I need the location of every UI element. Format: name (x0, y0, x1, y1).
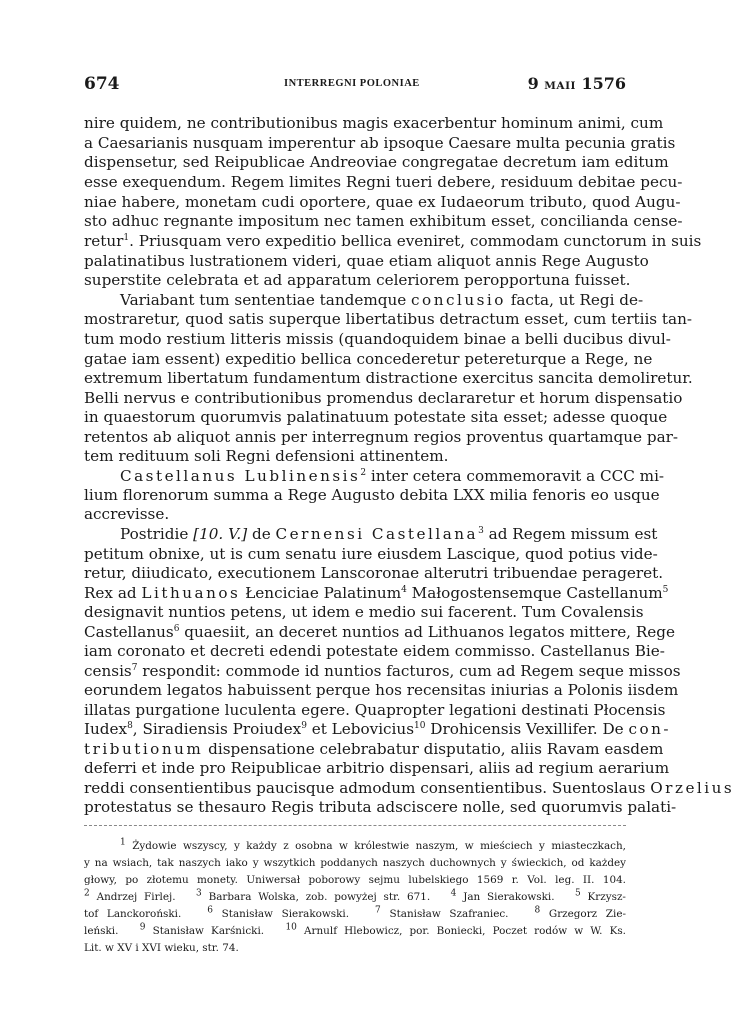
text-line: Rex ad Lithuanos Łenciciae Palatinum$^4$ Małogostensemque Castellanum$^5$ (84, 584, 669, 602)
footnote-line: y na wsiach, tak naszych iako y wszytkich poddanych naszych duchownych y świeckich, od każdey (84, 857, 626, 869)
text-line: extremum libertatum fundamentum distractione exercitus sancita demoliretur. (84, 369, 693, 387)
text-line: gatae iam essent) expeditio bellica concederetur petereturque a Rege, ne (84, 350, 653, 368)
text-line: Postridie [10. V.] de Cernensi Castellana$^3$ ad Regem missum est (120, 525, 658, 543)
footnote-ref: 5 (662, 584, 669, 595)
text-line: designavit nuntios petens, ut idem e medio sui facerent. Tum Covalensis (84, 603, 644, 621)
text-line: esse exequendum. Regem limites Regni tueri debere, residuum debitae pecu- (84, 173, 683, 191)
text-line: superstite celebrata et ad apparatum celeriorem peropportuna fuisset. (84, 271, 631, 289)
text-line: accrevisse. (84, 505, 170, 523)
text-line: tum modo restium litteris missis (quandoquidem binae a belli ducibus divul- (84, 330, 671, 348)
text-line: palatinatibus lustrationem videri, quae etiam aliquot annis Rege Augusto (84, 252, 649, 270)
text-line: retur$^1$. Priusquam vero expeditio bellica eveniret, commodam cunctorum in suis (84, 232, 702, 250)
text-line: iam coronato et decreti edendi potestate eidem commisso. Castellanus Bie- (84, 642, 665, 660)
footnote-ref: 8 (127, 720, 133, 731)
text-line: protestatus se thesauro Regis tributa adsciscere nolle, sed quorumvis palati- (84, 798, 677, 816)
date-year: 1576 (581, 74, 626, 93)
text-line: mostraretur, quod satis superque libertatibus detractum esset, cum tertiis tan- (84, 310, 693, 328)
text-line: retur, diiudicato, executionem Lanscoronae alterutri tribuendae perageret. (84, 564, 664, 582)
text-line: Iudex$^8$, Siradiensis Proiudex$^9$ et Lebovicius$^{10}$ Drohicensis Vexillifer. De con- (84, 720, 672, 738)
text-line: Castellanus$^6$ quaesiit, an deceret nuntios ad Lithuanos legatos mittere, Rege (84, 623, 675, 641)
text-line: Belli nervus e contributionibus promendus declararetur et horum dispensatio (84, 389, 683, 407)
text-line: tem redituum soli Regni defensioni attinentem. (84, 447, 449, 465)
text-line: deferri et inde pro Reipublicae arbitrio dispensari, aliis ad regium aerarium (84, 759, 670, 777)
text-line: reddi consentientibus paucisque admodum consentientibus. Suentoslaus Orzelius (84, 779, 734, 797)
date-month: MAII (544, 80, 576, 92)
text-line: tributionum dispensatione celebrabatur disputatio, aliis Ravam easdem (84, 740, 664, 758)
text-line: eorundem legatos habuissent perque hos recensitas iniurias a Polonis iisdem (84, 681, 679, 699)
footnote-ref: 1 (123, 232, 130, 243)
footnote-line: głowy, po złotemu monety. Uniwersał poborowy sejmu lubelskiego 1569 r. Vol. leg. II. 104. (84, 874, 626, 886)
text-line: illatas purgatione luculenta egere. Quapropter legationi destinati Płocensis (84, 701, 666, 719)
footnote-ref: 3 (478, 525, 484, 536)
footnote-ref: 4 (401, 584, 407, 595)
text-line: Variabant tum sententiae tandemque conclusio facta, ut Regi de- (120, 291, 644, 309)
text-line: niae habere, monetam cudi oportere, quae ex Iudaeorum tributo, quod Augu- (84, 193, 681, 211)
text-line: lium florenorum summa a Rege Augusto debita LXX milia fenoris eo usque (84, 486, 660, 504)
footnote-line: $^1$ Żydowie wszyscy, y każdy z osobna w królestwie naszym, w mieściech y miasteczkach, (120, 837, 626, 852)
text-line: a Caesarianis nusquam imperentur ab ipsoque Caesare multa pecunia gratis (84, 134, 676, 152)
footnote-ref: 2 (360, 467, 367, 478)
footnote-line: Lit. w XV i XVI wieku, str. 74. (84, 942, 239, 954)
page-header (84, 74, 626, 98)
text-line: in quaestorum quorumvis palatinatuum potestate sita esset; adesse quoque (84, 408, 668, 426)
text-line: nire quidem, ne contributionibus magis exacerbentur hominum animi, cum (84, 114, 664, 132)
footnote-line: tof Lanckoroński. $^6$ Stanisław Sierakowski. $^7$ Stanisław Szafraniec. $^8$ Grzegorz Zie- (84, 905, 626, 920)
text-line: retentos ab aliquot annis per interregnum regios proventus quartamque par- (84, 428, 679, 446)
footnote-ref: 9 (301, 720, 307, 731)
text-line: sto adhuc regnante impositum nec tamen exhibitum esset, concilianda cense- (84, 212, 683, 230)
text-line: dispensetur, sed Reipublicae Andreoviae congregatae decretum iam editum (84, 153, 669, 171)
text-line: censis$^7$ respondit: commode id nuntios facturos, cum ad Regem seque missos (84, 662, 681, 680)
text-line: petitum obnixe, ut is cum senatu iure eiusdem Lascique, quod potius vide- (84, 545, 658, 563)
text-line: Castellanus Lublinensis$^2$ inter cetera commemoravit a CCC mi- (120, 467, 665, 485)
footnote-ref: 10 (413, 720, 426, 731)
header-date (528, 74, 626, 93)
footnote-ref: 6 (173, 623, 180, 634)
footnote-line: $^2$ Andrzej Firlej. $^3$ Barbara Wolska, zob. powyżej str. 671. $^4$ Jan Sierakowski. $^5$ Krzysz- (84, 888, 626, 903)
footnote-divider (84, 825, 626, 826)
footnote-ref: 7 (131, 662, 138, 673)
date-day: 9 (527, 74, 539, 93)
footnote-line: leński. $^9$ Stanisław Karśnicki. $^{10}$ Arnulf Hlebowicz, por. Boniecki, Poczet rodów w W. Ks. (84, 922, 626, 937)
running-title: INTERREGNI POLONIAE (284, 78, 420, 89)
page-number: 674 (84, 74, 120, 94)
